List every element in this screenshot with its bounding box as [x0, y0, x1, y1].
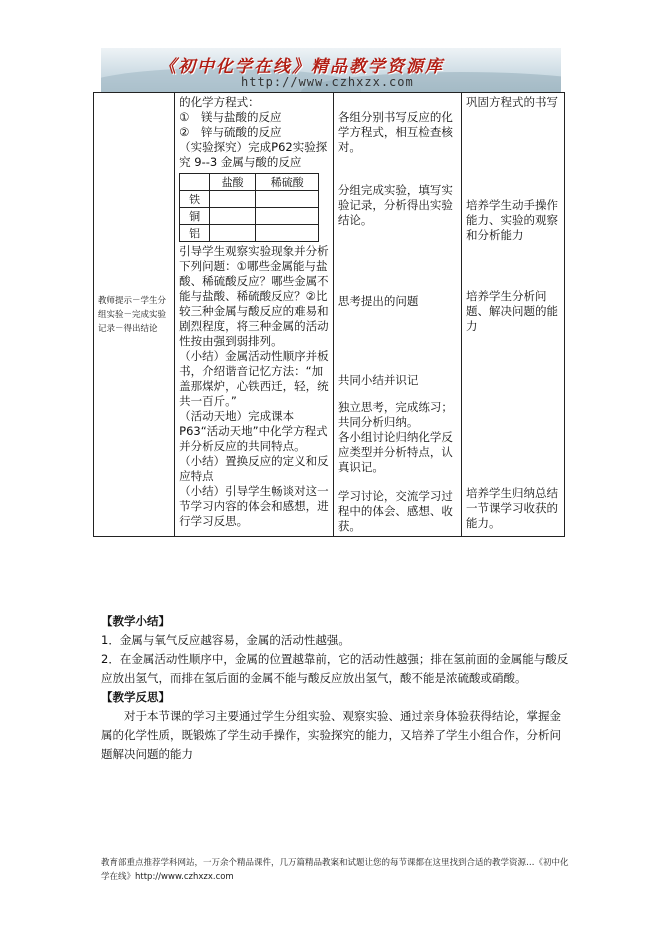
table-row: [180, 208, 319, 225]
student-text: 学习讨论，交流学习过程中的体会、感想、收获。: [337, 489, 453, 533]
summary-paragraph: 2．在金属活动性顺序中，金属的位置越靠前，它的活动性越强；排在氢前面的金属能与酸反应放出氢气，而排在氢后面的金属不能与酸反应放出氢气，酸不能是浓硫酸或硝酸。: [101, 652, 569, 685]
table-cell: [210, 191, 256, 208]
teacher-activity-cell: [175, 93, 334, 537]
teacher-text: ① 镁与盐酸的反应: [179, 110, 282, 124]
student-text: 共同小结并识记: [337, 373, 419, 387]
table-row-label: 铁: [180, 191, 210, 208]
student-text: 分组完成实验，填写实验记录，分析得出实验结论。: [337, 183, 453, 227]
table-cell: [210, 208, 256, 225]
intent-text: 培养学生归纳总结一节课学习收获的能力。: [466, 486, 559, 530]
table-row-label: 铝: [180, 225, 210, 242]
left-label-cell: 教师提示－学生分组实验－完成实验记录－得出结论: [94, 93, 175, 537]
student-text: 独立思考，完成练习；共同分析归纳。: [337, 400, 453, 429]
banner-title: 《初中化学在线》精品教学资源库: [159, 57, 444, 77]
design-intent-cell: [462, 93, 565, 537]
section-heading: 【教学小结】: [101, 614, 170, 628]
intent-text: 培养学生动手操作能力、实验的观察和分析能力: [466, 198, 559, 242]
intent-text: 巩固方程式的书写: [466, 95, 559, 109]
reflection-paragraph: 对于本节课的学习主要通过学生分组实验、观察实验、通过亲身体验获得结论，掌握金属的化学性质，既锻炼了学生动手操作，实验探究的能力，又培养了学生小组合作，分析问题解决问题的能力: [101, 709, 561, 761]
table-header: 盐酸: [210, 174, 256, 191]
banner-url[interactable]: http://www.czhxzx.com: [241, 75, 414, 89]
table-cell: [210, 225, 256, 242]
teacher-text: 的化学方程式：: [179, 95, 260, 109]
teacher-text: 引导学生观察实验现象并分析下列问题：①哪些金属能与盐酸、稀硫酸反应？哪些金属不能与盐酸、稀硫酸反应？②比较三种金属与酸反应的难易和剧烈程度，将三种金属的活动性按由强到弱排列。: [179, 244, 329, 348]
student-text: 思考提出的问题: [337, 294, 419, 308]
footer-text: 教育部重点推荐学科网站，一万余个精品课件，几万篇精品教案和试题让您的每节课都在这里找到合适的教学资源…《初中化学在线》http://www.czhxzx.com: [101, 858, 569, 882]
table-cell: [256, 191, 319, 208]
table-cell: [256, 225, 319, 242]
table-cell: [180, 174, 210, 191]
teaching-summary-section: [101, 612, 571, 764]
table-row: [180, 225, 319, 242]
experiment-record-table: [179, 173, 319, 242]
teacher-text: （小结）金属活动性顺序并板书，介绍谐音记忆方法：“加盖那煤炉，心铁西迁，轻，统共一百斤。”: [179, 349, 329, 408]
student-activity-cell: [333, 93, 461, 537]
table-header: 稀硫酸: [256, 174, 319, 191]
header-banner: [101, 48, 561, 92]
table-row: [180, 174, 319, 191]
student-text: 各组分别书写反应的化学方程式，相互检查核对。: [337, 110, 453, 154]
teacher-text: （小结）引导学生畅谈对这一节学习内容的体会和感想，进行学习反思。: [179, 484, 329, 528]
section-heading: 【教学反思】: [101, 690, 170, 704]
table-row: [94, 93, 565, 537]
lesson-table: [93, 92, 565, 537]
table-row: [180, 191, 319, 208]
summary-paragraph: 1．金属与氧气反应越容易，金属的活动性越强。: [101, 633, 350, 647]
intent-text: 培养学生分析问题、解决问题的能力: [466, 289, 559, 333]
teacher-text: ② 锌与硫酸的反应: [179, 125, 282, 139]
teacher-text: （小结）置换反应的定义和反应特点: [179, 454, 329, 483]
table-cell: [256, 208, 319, 225]
student-text: 各小组讨论归纳化学反应类型并分析特点，认真识记。: [337, 430, 453, 474]
table-row-label: 铜: [180, 208, 210, 225]
teacher-text: （实验探究）完成P62实验探究 9--3 金属与酸的反应: [179, 140, 328, 169]
teacher-text: （活动天地）完成课本 P63“活动天地”中化学方程式并分析反应的共同特点。: [179, 409, 328, 453]
